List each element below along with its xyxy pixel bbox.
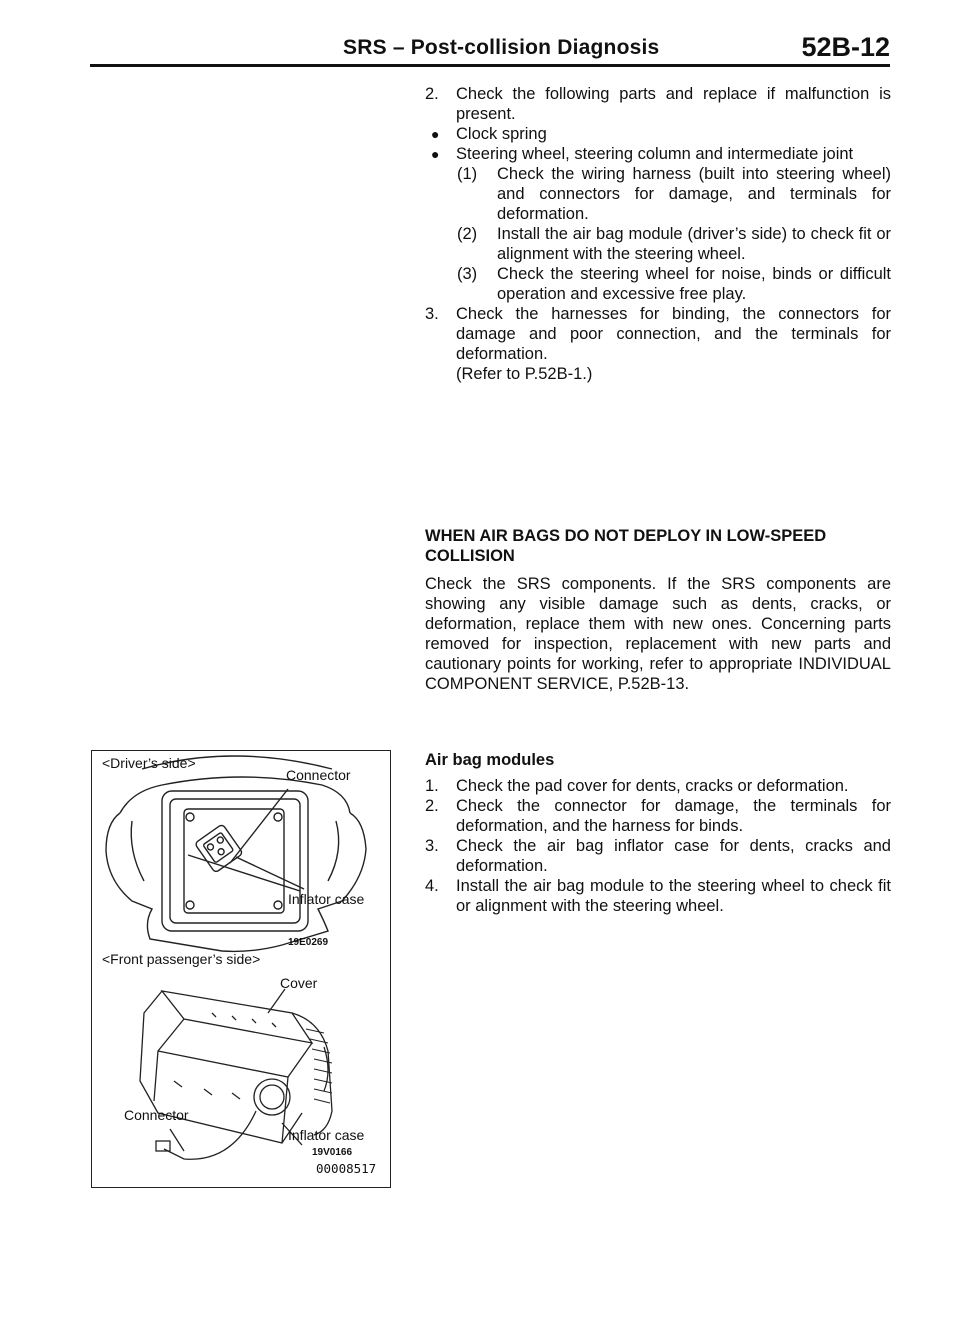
- drivers-figure-code: 19E0269: [288, 937, 329, 948]
- bullet-text: Clock spring: [456, 125, 547, 143]
- list-item-number: 1.: [425, 777, 439, 795]
- drivers-inflator-label: Inflator case: [288, 891, 365, 907]
- air-bag-modules-section: [425, 750, 891, 916]
- list-item-text: Check the connector for damage, the terminals for deformation, and the harness for binds.: [456, 797, 891, 835]
- sub-item-text: Check the wiring harness (built into steering wheel) and connectors for damage, and terminals for deformation.: [497, 165, 891, 223]
- bullet-dot-icon: ●: [431, 146, 440, 162]
- sub-item: [425, 164, 891, 224]
- list-item: [425, 776, 891, 796]
- steering-wheel-pad-drawing: [106, 756, 366, 951]
- page-title: SRS – Post-collision Diagnosis: [343, 36, 660, 59]
- section-heading: WHEN AIR BAGS DO NOT DEPLOY IN LOW-SPEED COLLISION: [425, 527, 827, 565]
- list-item: [425, 304, 891, 364]
- sub-item: [425, 224, 891, 264]
- low-speed-section: [425, 526, 891, 694]
- list-item-number: 3.: [425, 305, 439, 323]
- list-item-text: Check the harnesses for binding, the connectors for damage and poor connection, and the terminals for deformation.: [456, 305, 891, 363]
- sub-item-number: (3): [457, 265, 478, 283]
- bullet-item: [425, 144, 891, 164]
- passenger-cover-label: Cover: [280, 975, 318, 991]
- section-body: Check the SRS components. If the SRS components are showing any visible damage such as dents, cracks, or deformation, replace them with new ones. Concerning parts removed for inspection, replacement with new parts and cautionary points for working, refer to appropriate INDIVIDUAL COMPONENT SERVICE, P.52B-13.: [425, 575, 891, 693]
- section-heading: Air bag modules: [425, 751, 555, 769]
- bullet-text: Steering wheel, steering column and intermediate joint: [456, 145, 854, 163]
- list-item: [425, 836, 891, 876]
- sub-item: [425, 264, 891, 304]
- passenger-figure-code: 19V0166: [312, 1147, 353, 1158]
- passenger-side-title: <Front passenger’s side>: [102, 951, 261, 967]
- drivers-connector-label: Connector: [286, 767, 351, 783]
- air-bag-figure: [91, 750, 391, 1188]
- passenger-inflator-label: Inflator case: [288, 1127, 365, 1143]
- list-item: [425, 876, 891, 916]
- header-rule: [90, 64, 890, 67]
- list-item-text: Check the pad cover for dents, cracks or deformation.: [456, 777, 849, 795]
- list-item-number: 2.: [425, 85, 439, 103]
- list-item-number: 4.: [425, 877, 439, 895]
- sub-item-number: (1): [457, 165, 478, 183]
- bullet-item: [425, 124, 891, 144]
- list-item-text: Install the air bag module to the steering wheel to check fit or alignment with the steering wheel.: [456, 877, 891, 915]
- sheet-code: 00008517: [316, 1161, 377, 1176]
- sub-item-number: (2): [457, 225, 478, 243]
- passenger-connector-label: Connector: [124, 1107, 189, 1123]
- list-item-number: 3.: [425, 837, 439, 855]
- list-item: [425, 84, 891, 124]
- drivers-side-title: <Driver’s side>: [102, 755, 196, 771]
- sub-item-text: Install the air bag module (driver’s side) to check fit or alignment with the steering wheel.: [497, 225, 891, 263]
- list-item-text: Check the following parts and replace if malfunction is present.: [456, 85, 891, 123]
- top-list: [425, 84, 891, 384]
- list-item-number: 2.: [425, 797, 439, 815]
- bullet-dot-icon: ●: [431, 126, 440, 142]
- page-code: 52B-12: [801, 32, 890, 62]
- list-item-text: Check the air bag inflator case for dents, cracks and deformation.: [456, 837, 891, 875]
- reference-note: (Refer to P.52B-1.): [456, 365, 593, 383]
- list-item: [425, 796, 891, 836]
- sub-item-text: Check the steering wheel for noise, binds or difficult operation and excessive free play.: [497, 265, 891, 303]
